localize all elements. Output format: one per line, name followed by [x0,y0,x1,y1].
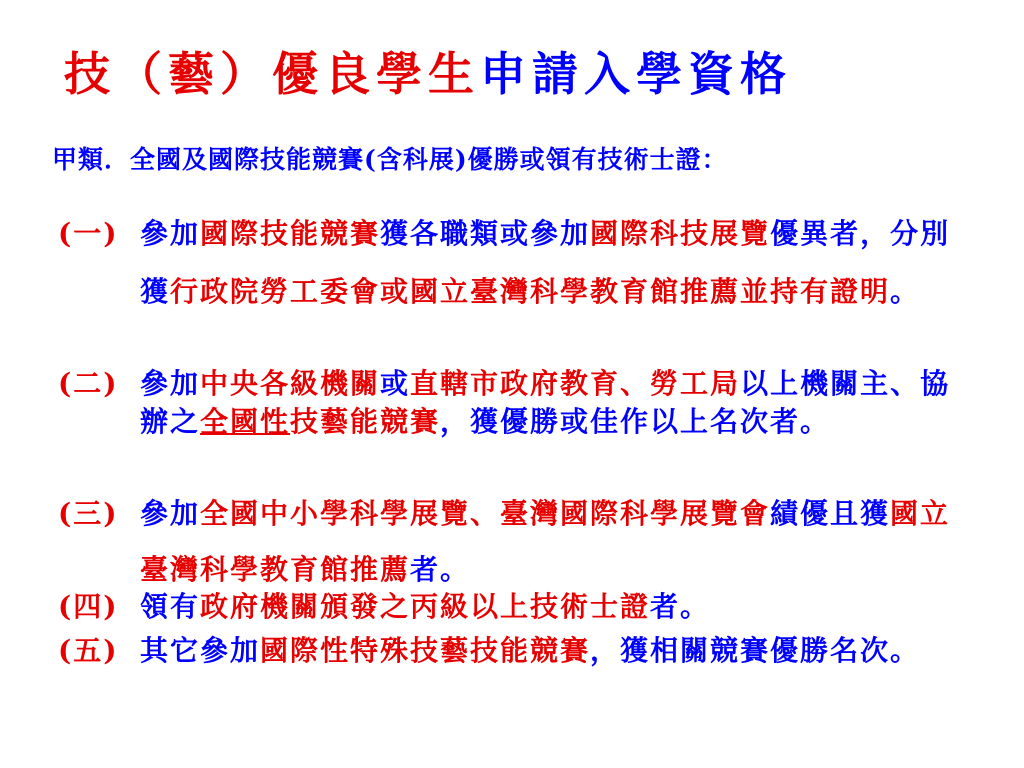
text-segment: 參加 [140,217,201,250]
title-part-blue: 申請入學資格 [480,47,792,101]
item-number: (三) [58,497,119,530]
text-segment: 國際性特殊技藝技能競賽 [260,634,591,667]
item-number: (二) [58,367,119,400]
item-number: (一) [58,217,119,250]
text-segment: 領有 [140,590,201,623]
text-segment: ，獲優勝或佳作以上名次者。 [440,405,831,438]
text-segment: 中央各級機關 [200,367,381,400]
text-segment: 技藝能競賽 [290,405,441,438]
text-segment: 獲各職類或參加 [380,217,591,250]
slide-title [64,48,792,101]
category-heading: 甲類．全國及國際技能競賽(含科展)優勝或領有技術士證： [52,145,728,174]
text-segment: 國際技能競賽 [200,217,381,250]
text-segment: 行政院勞工委會或國立臺灣科學教育館推薦並持有證明 [170,275,891,308]
text-segment: 政府機關頒發之丙級以上技術士證 [200,590,651,623]
text-segment: 者。 [410,553,471,586]
list-item-4 [58,588,958,626]
text-segment: 績優且獲 [770,497,891,530]
text-segment: 以上機關主、協辦之 [140,367,951,438]
text-segment: 國際科技展覽 [590,217,771,250]
list-item-5 [58,632,958,670]
text-segment: 優異者，分別獲 [140,217,951,308]
text-segment: ，獲相關競賽優勝名次。 [590,634,921,667]
item-text [140,205,952,321]
item-text [140,588,952,626]
text-segment: 國立臺灣科學教育館推薦 [140,497,951,586]
text-segment: 直轄市政府教育、勞工局 [410,367,741,400]
title-part-red: 技（藝）優良學生 [64,47,480,101]
text-segment: 或 [380,367,411,400]
item-text [140,632,952,670]
item-number: (四) [58,590,119,623]
text-segment: 。 [890,275,921,308]
text-segment: 全國性 [200,405,291,438]
text-segment: 者。 [650,590,711,623]
item-text [140,486,952,598]
list-item-1 [58,205,958,321]
list-item-2 [58,365,958,441]
item-number: (五) [58,634,119,667]
text-segment: 參加 [140,367,201,400]
text-segment: 全國中小學科學展覽、臺灣國際科學展覽會 [200,497,771,530]
text-segment: 參加 [140,497,201,530]
text-segment: 其它參加 [140,634,261,667]
item-text [140,365,952,441]
list-item-3 [58,486,958,598]
